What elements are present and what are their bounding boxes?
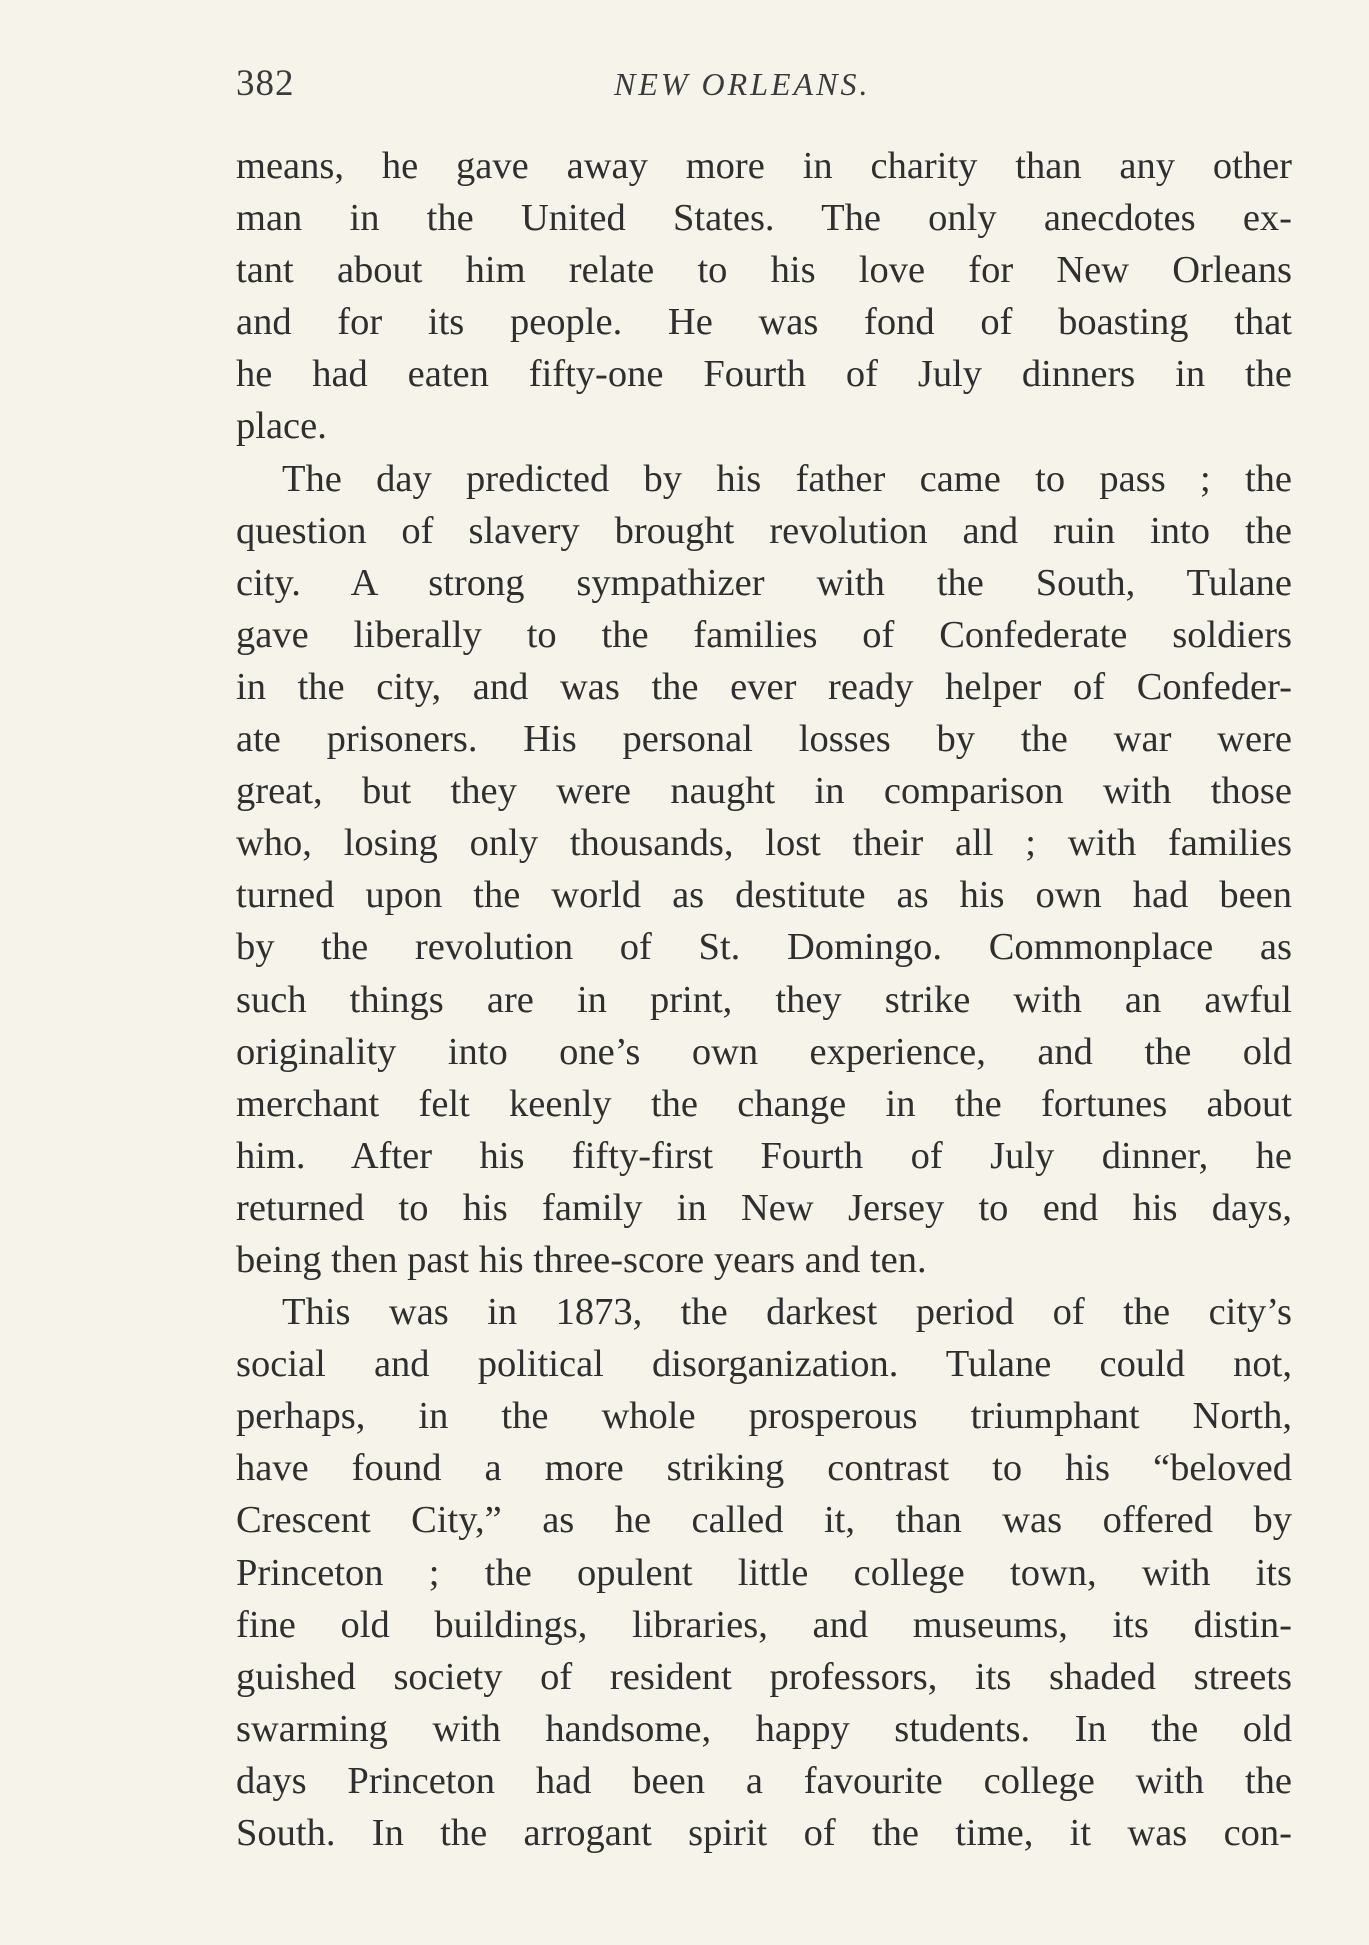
text-line: swarming with handsome, happy students. In the old (236, 1707, 1292, 1750)
text-line: city. A strong sympathizer with the South, Tulane (236, 561, 1292, 604)
text-line: he had eaten fifty-one Fourth of July dinners in the (236, 353, 1292, 396)
text-line: place. (236, 405, 327, 448)
page-number: 382 (236, 63, 295, 104)
text-line: originality into one’s own experience, and the old (236, 1030, 1292, 1073)
text-line: man in the United States. The only anecdotes ex- (236, 197, 1292, 240)
page-header (236, 62, 1292, 122)
text-line: being then past his three-score years and ten. (236, 1238, 927, 1281)
text-line: South. In the arrogant spirit of the time, it was con- (236, 1812, 1292, 1854)
text-line: This was in 1873, the darkest period of the city’s (282, 1291, 1292, 1334)
text-line: in the city, and was the ever ready helper of Confeder- (236, 665, 1292, 708)
text-line: him. After his fifty-first Fourth of July dinner, he (236, 1134, 1292, 1177)
text-line: fine old buildings, libraries, and museums, its distin- (236, 1603, 1292, 1646)
body-text (236, 140, 1292, 1859)
text-line: ate prisoners. His personal losses by the war were (236, 718, 1292, 761)
text-line: returned to his family in New Jersey to end his days, (236, 1186, 1292, 1229)
text-line: tant about him relate to his love for New Orleans (236, 249, 1292, 292)
text-line: Princeton ; the opulent little college town, with its (236, 1551, 1292, 1594)
text-line: social and political disorganization. Tulane could not, (236, 1343, 1292, 1386)
text-line: by the revolution of St. Domingo. Commonplace as (236, 926, 1292, 969)
text-line: and for its people. He was fond of boasting that (236, 301, 1292, 344)
text-line: merchant felt keenly the change in the fortunes about (236, 1082, 1292, 1125)
text-line: Crescent City,” as he called it, than was offered by (236, 1499, 1292, 1542)
text-line: means, he gave away more in charity than any other (236, 145, 1292, 187)
text-line: great, but they were naught in comparison with those (236, 770, 1292, 813)
text-line: such things are in print, they strike with an awful (236, 978, 1292, 1021)
text-line: who, losing only thousands, lost their all ; with families (236, 822, 1292, 865)
text-line: turned upon the world as destitute as his own had been (236, 874, 1292, 917)
text-line: guished society of resident professors, its shaded streets (236, 1655, 1292, 1698)
text-line: days Princeton had been a favourite college with the (236, 1759, 1292, 1802)
text-line: The day predicted by his father came to pass ; the (282, 457, 1292, 500)
text-line: question of slavery brought revolution and ruin into the (236, 509, 1292, 552)
running-head: NEW ORLEANS. (614, 66, 871, 102)
text-line: have found a more striking contrast to his “beloved (236, 1447, 1292, 1490)
text-line: perhaps, in the whole prosperous triumphant North, (236, 1395, 1292, 1438)
text-line: gave liberally to the families of Confederate soldiers (236, 613, 1292, 656)
